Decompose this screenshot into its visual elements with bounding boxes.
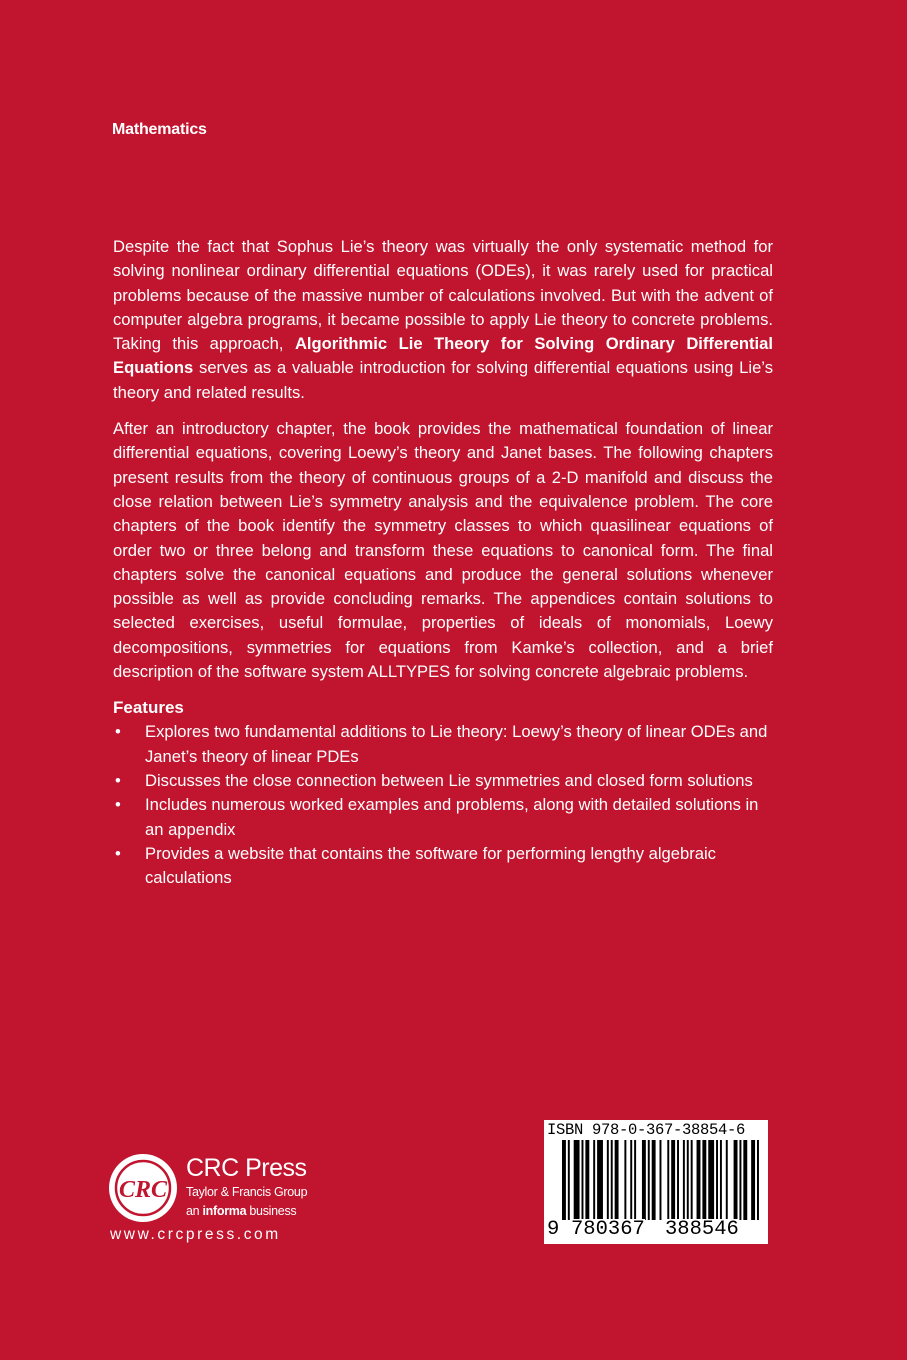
barcode-bar bbox=[708, 1140, 714, 1220]
features-heading: Features bbox=[113, 698, 184, 718]
description-paragraph-2: After an introductory chapter, the book provides the mathematical foundation of linear differential equations, covering Loewy’s theory and Janet bases. The following chapters present results from the theory of continuous groups of a 2-D manifold and discuss the close relation between Lie’s symmetry analysis and the equivalence problem. The core chapters of the book identify the symmetry classes to which quasilinear equations of order two or three belong and transform these equations to canonical form. The final chapters solve the canonical equations and produce the general solutions whenever possible as well as provide concluding remarks. The appendices contain solutions to selected exercises, useful formulae, properties of ideals of monomials, Loewy decompositions, symmetries for equations from Kamke’s collection, and a brief description of the software system ALLTYPES for solving concrete algebraic problems. bbox=[113, 419, 773, 682]
barcode-bar bbox=[582, 1140, 584, 1220]
description-text: serves as a valuable introduction for solving differential equations using Lie’s theory and related results. bbox=[113, 358, 773, 402]
barcode-bar bbox=[743, 1140, 747, 1220]
barcode-bar bbox=[697, 1140, 701, 1220]
barcode-bar bbox=[611, 1140, 613, 1220]
barcode-bar bbox=[607, 1140, 609, 1220]
crc-logo-icon bbox=[108, 1153, 178, 1223]
business-prefix: an bbox=[186, 1204, 203, 1218]
feature-text: Explores two fundamental additions to Lie theory: Loewy’s theory of linear ODEs and Janet’s theory of linear PDEs bbox=[145, 722, 768, 766]
category-label: Mathematics bbox=[112, 121, 207, 138]
barcode-bar bbox=[716, 1140, 718, 1220]
barcode-bar bbox=[667, 1140, 669, 1220]
barcode-bar bbox=[630, 1140, 632, 1220]
feature-item bbox=[113, 842, 773, 891]
description-text: Despite the fact that Sophus Lie’s theory was virtually the only systematic method for solving nonlinear ordinary differential equations (ODEs), it was rarely used for practical problems because of the massive number of calculations involved. But with the advent of computer algebra programs, it became possible to apply Lie theory to concrete problems. Taking this approach, bbox=[113, 237, 773, 354]
barcode-bar bbox=[568, 1140, 570, 1220]
barcode-bar bbox=[726, 1140, 728, 1220]
logo-text: CRC bbox=[118, 1177, 168, 1203]
feature-text: Provides a website that contains the software for performing lengthy algebraic calculations bbox=[145, 843, 716, 888]
barcode-bar bbox=[691, 1140, 693, 1220]
barcode-bar bbox=[720, 1140, 722, 1220]
barcode-bar bbox=[687, 1140, 689, 1220]
barcode-bar bbox=[634, 1140, 636, 1220]
publisher-block bbox=[186, 1153, 307, 1221]
barcode-bar bbox=[624, 1140, 626, 1220]
bullet-icon: • bbox=[115, 770, 121, 790]
barcode-bar bbox=[615, 1140, 619, 1220]
publisher-group: Taylor & Francis Group bbox=[186, 1185, 308, 1199]
barcode-bar bbox=[562, 1140, 566, 1220]
barcode-bar bbox=[648, 1140, 650, 1220]
isbn-digit-first: 9 bbox=[547, 1218, 560, 1241]
barcode-bar bbox=[671, 1140, 675, 1220]
bullet-icon: • bbox=[115, 795, 121, 815]
barcode-bar bbox=[739, 1140, 741, 1220]
barcode-bar bbox=[593, 1140, 595, 1220]
barcode-bar bbox=[751, 1140, 755, 1220]
barcode-bar bbox=[702, 1140, 706, 1220]
barcode-bar bbox=[757, 1140, 759, 1220]
publisher-website: www.crcpress.com bbox=[110, 1226, 281, 1243]
feature-item bbox=[113, 769, 773, 793]
publisher-business bbox=[186, 1202, 307, 1221]
isbn-number: ISBN 978-0-367-38854-6 bbox=[547, 1121, 746, 1139]
features-list bbox=[113, 720, 773, 890]
isbn-digits-right: 388546 bbox=[665, 1218, 739, 1241]
barcode-bar bbox=[677, 1140, 679, 1220]
barcode-bar bbox=[652, 1140, 656, 1220]
description-paragraph-1 bbox=[113, 235, 773, 405]
barcode-bar bbox=[585, 1140, 589, 1220]
feature-text: Includes numerous worked examples and problems, along with detailed solutions in an appendix bbox=[145, 795, 759, 839]
book-title: Algorithmic Lie Theory for Solving Ordinary Differential Equations bbox=[113, 334, 773, 378]
isbn-barcode bbox=[544, 1120, 768, 1244]
barcode-bar bbox=[574, 1140, 580, 1220]
business-suffix: business bbox=[246, 1204, 297, 1218]
publisher-name: CRC Press bbox=[186, 1154, 307, 1182]
isbn-digits-left: 780367 bbox=[571, 1218, 645, 1241]
feature-item bbox=[113, 793, 773, 842]
business-brand: informa bbox=[202, 1204, 247, 1218]
barcode-bar bbox=[642, 1140, 646, 1220]
barcode-bar bbox=[683, 1140, 685, 1220]
feature-text: Discusses the close connection between Lie symmetries and closed form solutions bbox=[145, 770, 753, 790]
barcode-bar bbox=[660, 1140, 662, 1220]
barcode-bar bbox=[597, 1140, 603, 1220]
barcode-bar bbox=[734, 1140, 738, 1220]
back-cover-text bbox=[113, 235, 773, 890]
bullet-icon: • bbox=[115, 722, 121, 742]
feature-item bbox=[113, 720, 773, 769]
bullet-icon: • bbox=[115, 843, 121, 863]
